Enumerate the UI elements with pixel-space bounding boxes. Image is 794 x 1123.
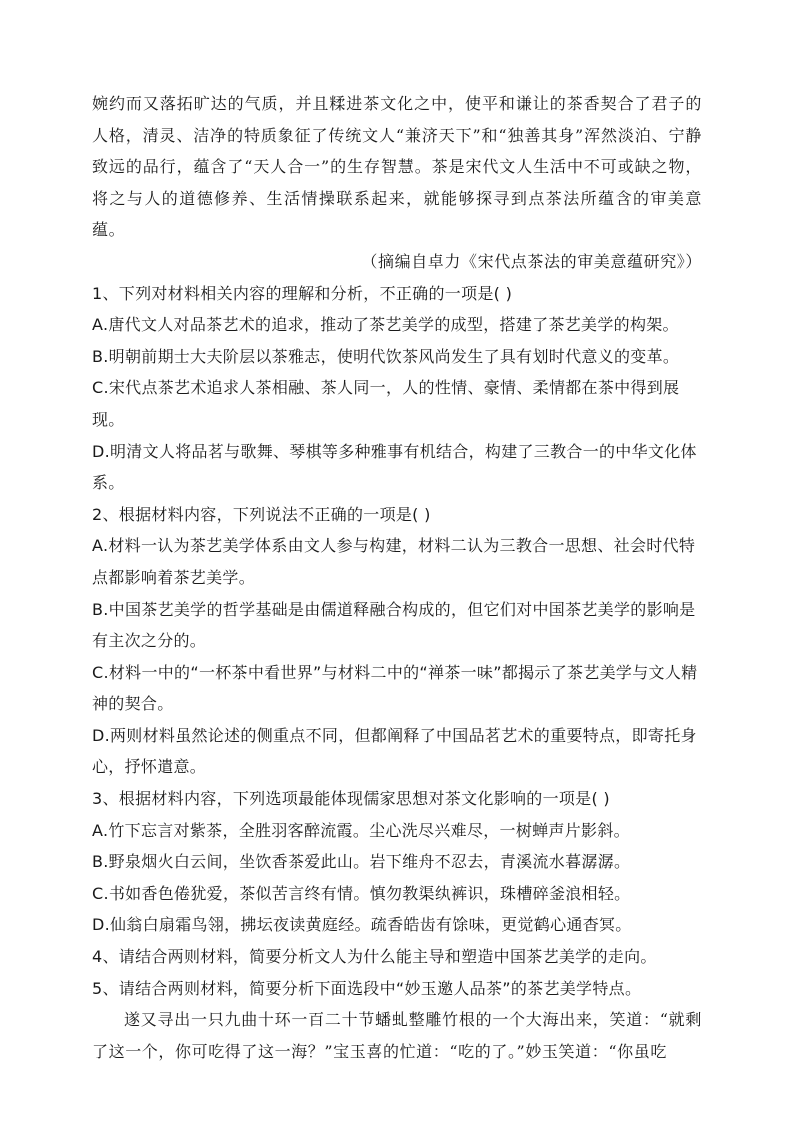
question-3 bbox=[92, 783, 702, 941]
option-c: C.材料一中的“一杯茶中看世界”与材料二中的“禅茶一味”都揭示了茶艺美学与文人精神的契合。 bbox=[92, 662, 698, 714]
document-page bbox=[92, 88, 702, 1067]
question-stem: 5、请结合两则材料，简要分析下面选段中“妙玉邀人品茶”的茶艺美学特点。 bbox=[92, 978, 642, 998]
question-stem: 4、请结合两则材料，简要分析文人为什么能主导和塑造中国茶艺美学的走向。 bbox=[92, 947, 657, 967]
option-c: C.宋代点茶艺术追求人茶相融、茶人同一，人的性情、豪情、柔情都在茶中得到展现。 bbox=[92, 378, 680, 429]
option-d: D.两则材料虽然论述的侧重点不同，但都阐释了中国品茗艺术的重要特点，即寄托身心，抒怀遣意。 bbox=[92, 725, 697, 777]
question-5 bbox=[92, 973, 702, 1005]
question-1 bbox=[92, 278, 702, 499]
option-a: A.唐代文人对品茶艺术的追求，推动了茶艺美学的成型，搭建了茶艺美学的构架。 bbox=[92, 315, 679, 335]
option-b: B.野泉烟火白云间，坐饮香茶爱此山。岩下维舟不忍去，青溪流水暮潺潺。 bbox=[92, 852, 631, 872]
passage-one-excerpt: 婉约而又落拓旷达的气质，并且糅进茶文化之中，使平和谦让的茶香契合了君子的人格，清灵、洁净的特质象征了传统文人“兼济天下”和“独善其身”浑然淡泊、宁静致远的品行，蕴含了“天人合一”的生存智慧。茶是宋代文人生活中不可或缺之物，将之与人的道德修养、生活情操联系起来，就能够探寻到点茶法所蕴含的审美意蕴。 bbox=[92, 94, 702, 240]
option-a: A.材料一认为茶艺美学体系由文人参与构建，材料二认为三教合一思想、社会时代特点都影响着茶艺美学。 bbox=[92, 536, 696, 587]
option-d: D.明清文人将品茗与歌舞、琴棋等多种雅事有机结合，构建了三教合一的中华文化体系。 bbox=[92, 441, 697, 493]
option-c: C.书如香色倦犹爱，茶似苦言终有情。慎勿教渠纨裤识，珠槽碎釜浪相轻。 bbox=[92, 883, 631, 903]
option-d: D.仙翁白扇霜鸟翎，拂坛夜读黄庭经。疏香皓齿有馀味，更觉鹤心通杳冥。 bbox=[92, 915, 632, 935]
question-stem: 2、根据材料内容，下列说法不正确的一项是( ) bbox=[92, 504, 431, 524]
question-stem: 3、根据材料内容，下列选项最能体现儒家思想对茶文化影响的一项是( ) bbox=[92, 789, 610, 809]
option-a: A.竹下忘言对紫茶，全胜羽客醉流霞。尘心洗尽兴难尽，一树蝉声片影斜。 bbox=[92, 820, 630, 840]
question-stem: 1、下列对材料相关内容的理解和分析，不正确的一项是( ) bbox=[92, 283, 513, 303]
question-4 bbox=[92, 941, 702, 973]
option-b: B.中国茶艺美学的哲学基础是由儒道释融合构成的，但它们对中国茶艺美学的影响是有主次之分的。 bbox=[92, 599, 696, 651]
question-2 bbox=[92, 499, 702, 783]
option-b: B.明朝前期士大夫阶层以茶雅志，使明代饮茶风尚发生了具有划时代意义的变革。 bbox=[92, 346, 680, 366]
passage-two-excerpt: 遂又寻出一只九曲十环一百二十节蟠虬整雕竹根的一个大海出来，笑道：“就剩了这一个，你可吃得了这一海？”宝玉喜的忙道：“吃的了。”妙玉笑道：“你虽吃 bbox=[92, 1010, 702, 1061]
passage-source-citation: （摘编自卓力《宋代点茶法的审美意蕴研究》） bbox=[361, 251, 702, 271]
